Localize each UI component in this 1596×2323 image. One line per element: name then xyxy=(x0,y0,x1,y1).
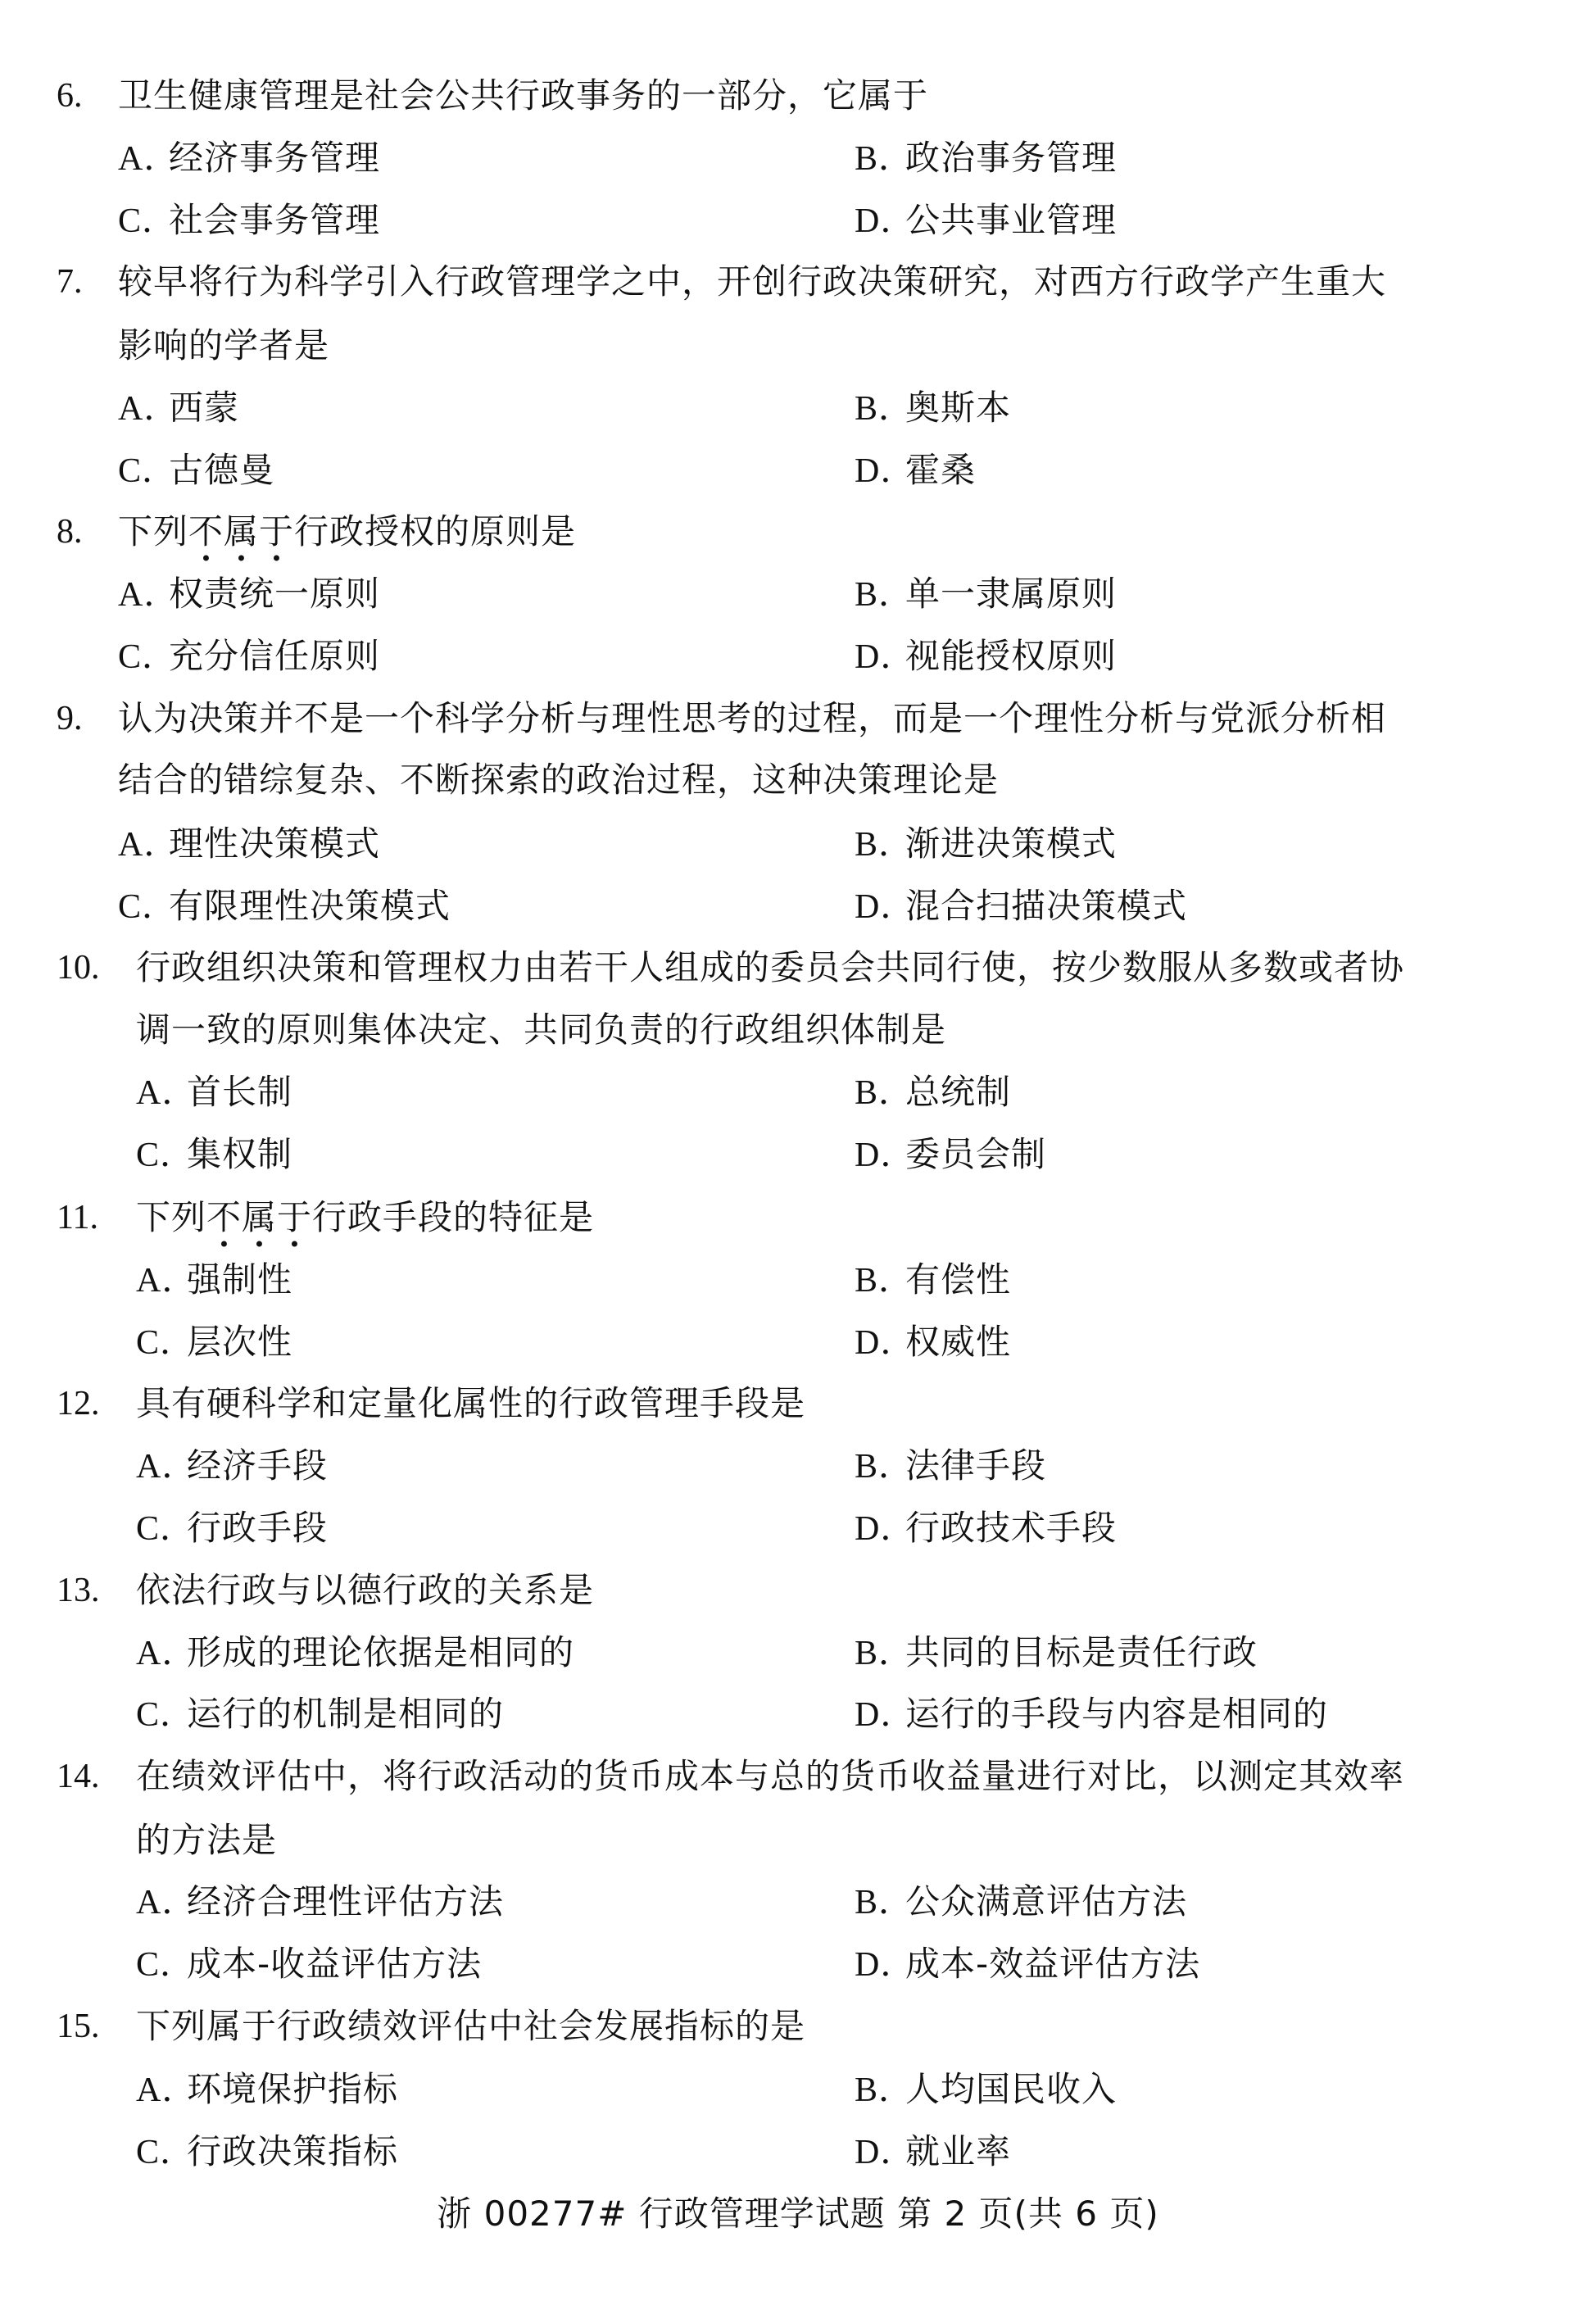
page-footer: 浙 00277# 行政管理学试题 第 2 页(共 6 页) xyxy=(437,2194,1159,2234)
emphasis-dots: • • • xyxy=(200,547,283,570)
option-c: C．运行的机制是相同的 xyxy=(136,1694,505,1734)
option-b: B．公众满意评估方法 xyxy=(855,1881,1188,1921)
option-a: A．西蒙 xyxy=(118,388,240,428)
question-number: 12. xyxy=(57,1385,100,1422)
option-c: C．行政手段 xyxy=(136,1508,329,1548)
question-number: 8. xyxy=(57,513,83,551)
option-d: D．霍桑 xyxy=(855,450,977,490)
question-number: 14. xyxy=(57,1758,100,1795)
option-a: A．经济合理性评估方法 xyxy=(136,1881,505,1921)
question-text: 下列属于行政绩效评估中社会发展指标的是 xyxy=(136,2006,806,2046)
option-c: C．社会事务管理 xyxy=(118,200,381,240)
option-b: B．渐进决策模式 xyxy=(855,823,1118,864)
question-number: 13. xyxy=(57,1572,100,1609)
question-text: 下列不属于行政授权的原则是 xyxy=(118,511,577,551)
question-text: 下列不属于行政手段的特征是 xyxy=(136,1197,595,1237)
option-c: C．行政决策指标 xyxy=(136,2131,399,2171)
option-a: A．权责统一原则 xyxy=(118,574,381,614)
question-number: 11. xyxy=(57,1199,98,1236)
option-d: D．行政技术手段 xyxy=(855,1508,1118,1548)
option-d: D．公共事业管理 xyxy=(855,200,1118,240)
option-c: C．层次性 xyxy=(136,1322,293,1362)
option-a: A．环境保护指标 xyxy=(136,2069,399,2109)
question-number: 10. xyxy=(57,949,100,987)
option-d: D．委员会制 xyxy=(855,1134,1047,1174)
option-b: B．奥斯本 xyxy=(855,388,1012,428)
option-d: D．运行的手段与内容是相同的 xyxy=(855,1694,1329,1734)
option-d: D．混合扫描决策模式 xyxy=(855,886,1188,926)
question-text: 依法行政与以德行政的关系是 xyxy=(136,1570,595,1610)
question-text: 行政组织决策和管理权力由若干人组成的委员会共同行使，按少数服从多数或者协 xyxy=(136,947,1405,987)
question-text: 认为决策并不是一个科学分析与理性思考的过程，而是一个理性分析与党派分析相 xyxy=(118,698,1387,738)
option-d: D．就业率 xyxy=(855,2131,1012,2171)
question-number: 7. xyxy=(57,263,83,301)
question-number: 15. xyxy=(57,2008,100,2045)
option-a: A．首长制 xyxy=(136,1072,293,1112)
option-b: B．有偿性 xyxy=(855,1259,1012,1300)
option-c: C．有限理性决策模式 xyxy=(118,886,451,926)
option-d: D．成本-效益评估方法 xyxy=(855,1944,1201,1984)
question-text-cont: 影响的学者是 xyxy=(118,325,330,365)
option-a: A．经济手段 xyxy=(136,1445,329,1486)
question-number: 6. xyxy=(57,77,83,115)
option-b: B．单一隶属原则 xyxy=(855,574,1118,614)
option-d: D．视能授权原则 xyxy=(855,636,1118,676)
question-text: 卫生健康管理是社会公共行政事务的一部分，它属于 xyxy=(118,75,929,116)
question-text: 较早将行为科学引入行政管理学之中，开创行政决策研究，对西方行政学产生重大 xyxy=(118,261,1387,302)
option-b: B．政治事务管理 xyxy=(855,138,1118,178)
question-text: 在绩效评估中，将行政活动的货币成本与总的货币收益量进行对比，以测定其效率 xyxy=(136,1756,1405,1796)
option-c: C．成本-收益评估方法 xyxy=(136,1944,483,1984)
option-a: A．理性决策模式 xyxy=(118,823,381,864)
question-number: 9. xyxy=(57,700,83,737)
option-c: C．充分信任原则 xyxy=(118,636,381,676)
option-a: A．形成的理论依据是相同的 xyxy=(136,1632,575,1672)
question-text-cont: 的方法是 xyxy=(136,1820,278,1860)
option-b: B．共同的目标是责任行政 xyxy=(855,1632,1258,1672)
question-text-cont: 结合的错综复杂、不断探索的政治过程，这种决策理论是 xyxy=(118,760,1000,800)
question-text-cont: 调一致的原则集体决定、共同负责的行政组织体制是 xyxy=(136,1010,947,1050)
option-b: B．总统制 xyxy=(855,1072,1012,1112)
option-a: A．强制性 xyxy=(136,1259,293,1300)
option-b: B．人均国民收入 xyxy=(855,2069,1118,2109)
option-c: C．集权制 xyxy=(136,1134,293,1174)
option-b: B．法律手段 xyxy=(855,1445,1047,1486)
option-a: A．经济事务管理 xyxy=(118,138,381,178)
option-d: D．权威性 xyxy=(855,1322,1012,1362)
emphasis-dots: • • • xyxy=(218,1233,301,1256)
question-text: 具有硬科学和定量化属性的行政管理手段是 xyxy=(136,1383,806,1423)
option-c: C．古德曼 xyxy=(118,450,275,490)
